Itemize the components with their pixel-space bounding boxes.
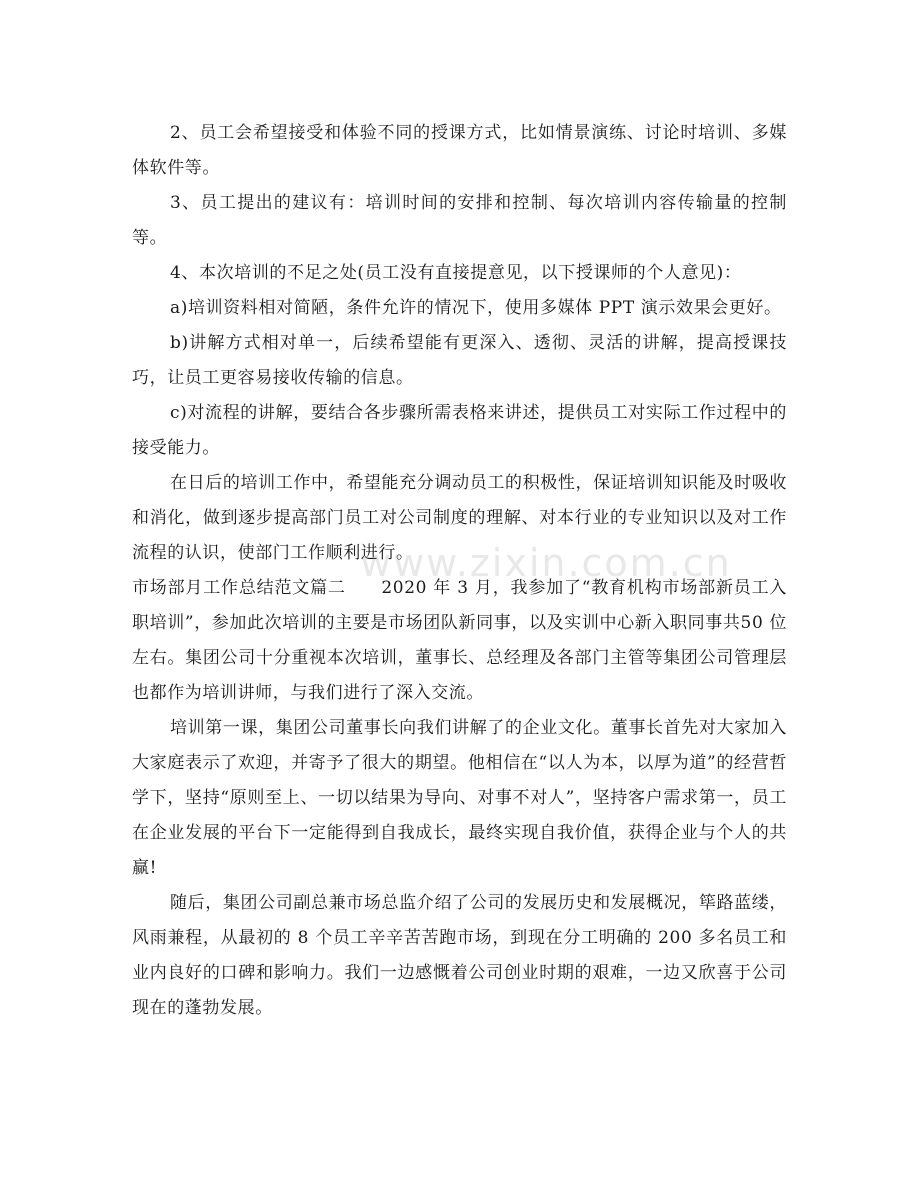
- document-body: [132, 116, 787, 1026]
- paragraph-point-4: 4、本次培训的不足之处(员工没有直接提意见，以下授课师的个人意见)：: [170, 263, 742, 283]
- watermark-text: www.zixin.com.cn: [360, 541, 732, 585]
- paragraph-conclusion: 在日后的培训工作中，希望能充分调动员工的积极性，保证培训知识能及时吸收和消化，做到逐步提高部门员工对公司制度的理解、对本行业的专业知识以及对工作流程的认识，使部门工作顺利进行。: [132, 473, 787, 563]
- paragraph-point-2: 2、员工会希望接受和体验不同的授课方式，比如情景演练、讨论时培训、多媒体软件等。: [132, 123, 787, 178]
- paragraph-item-a: a)培训资料相对简陋，条件允许的情况下，使用多媒体 PPT 演示效果会更好。: [170, 298, 782, 318]
- paragraph-company-history: 随后，集团公司副总兼市场总监介绍了公司的发展历史和发展概况，筚路蓝缕，风雨兼程，从最初的 8 个员工辛辛苦苦跑市场，到现在分工明确的 200 多名员工和业内良好的口碑和影响力。我们一边感慨着公司创业时期的艰难，一边又欣喜于公司现在的蓬勃发展。: [132, 893, 787, 1018]
- paragraph-point-3: 3、员工提出的建议有：培训时间的安排和控制、每次培训内容传输量的控制等。: [132, 193, 787, 248]
- paragraph-article-two-intro: 市场部月工作总结范文篇二 2020 年 3 月，我参加了“教育机构市场部新员工入职培训”，参加此次培训的主要是市场团队新同事，以及实训中心新入职同事共50 位左右。集团公司十分重视本次培训，董事长、总经理及各部门主管等集团公司管理层也都作为培训讲师，与我们进行了深入交流。: [132, 578, 787, 703]
- paragraph-item-c: c)对流程的讲解，要结合各步骤所需表格来讲述，提供员工对实际工作过程中的接受能力。: [132, 403, 787, 458]
- paragraph-first-lesson: 培训第一课，集团公司董事长向我们讲解了的企业文化。董事长首先对大家加入大家庭表示了欢迎，并寄予了很大的期望。他相信在“以人为本，以厚为道”的经营哲学下，坚持“原则至上、一切以结果为导向、对事不对人”，坚持客户需求第一，员工在企业发展的平台下一定能得到自我成长，最终实现自我价值，获得企业与个人的共赢!: [132, 718, 787, 878]
- paragraph-item-b: b)讲解方式相对单一，后续希望能有更深入、透彻、灵活的讲解，提高授课技巧，让员工更容易接收传输的信息。: [132, 333, 787, 388]
